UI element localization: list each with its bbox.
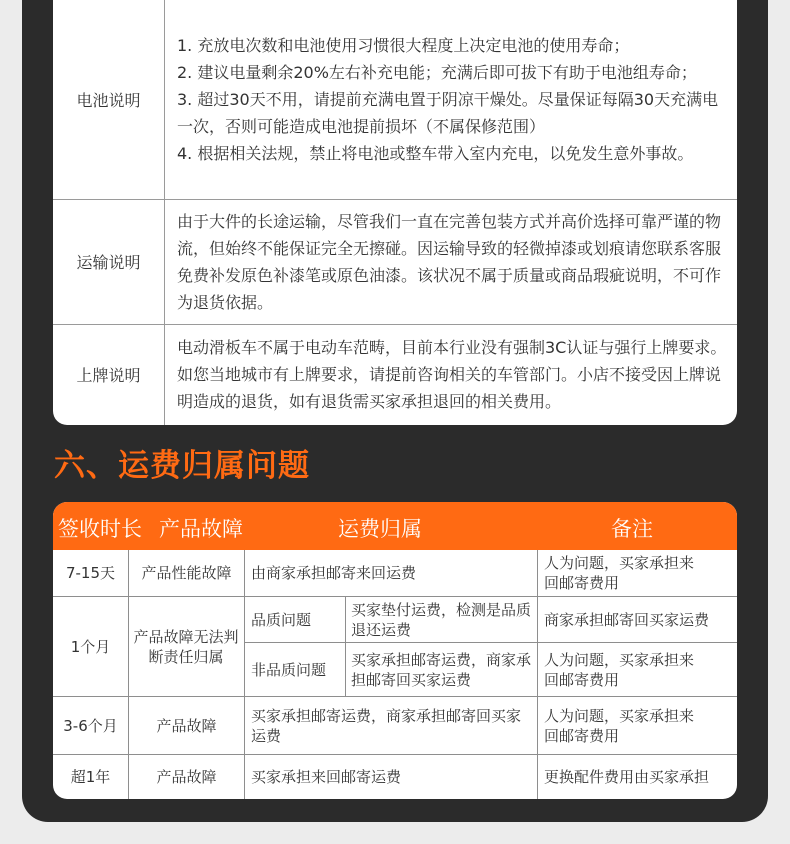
header-note: 备注 bbox=[611, 517, 653, 541]
row-label: 运输说明 bbox=[53, 199, 165, 324]
paragraph: 4. 根据相关法规，禁止将电池或整车带入室内充电，以免发生意外事故。 bbox=[177, 143, 694, 163]
table-header bbox=[53, 502, 737, 550]
paragraph: 电动滑板车不属于电动车范畴，目前本行业没有强制3C认证与强行上牌要求。如您当地城市有上牌要求，请提前咨询相关的车管部门。小店不接受因上牌说明造成的退货，如有退货需买家承担退回的相关费用。 bbox=[177, 338, 727, 412]
cell-shipping: 买家承担邮寄运费，商家承担邮寄回买家运费 bbox=[351, 650, 532, 689]
header-time: 签收时长 bbox=[58, 517, 142, 541]
row-label: 上牌说明 bbox=[53, 324, 165, 425]
shipping-table bbox=[53, 502, 737, 799]
table-row bbox=[53, 324, 737, 425]
cell-note: 人为问题，买家承担来回邮寄费用 bbox=[544, 554, 695, 592]
cell-time: 超1年 bbox=[70, 768, 111, 786]
info-card bbox=[53, 0, 737, 425]
cell-fault: 产品性能故障 bbox=[141, 564, 232, 582]
cell-shipping: 买家承担来回邮寄运费 bbox=[251, 768, 402, 786]
row-label: 电池说明 bbox=[53, 0, 165, 199]
cell-type: 非品质问题 bbox=[251, 660, 327, 679]
section-title: 六、运费归属问题 bbox=[54, 448, 310, 484]
cell-type: 品质问题 bbox=[251, 610, 312, 629]
cell-fault: 产品故障无法判断责任归属 bbox=[133, 627, 239, 666]
header-fault: 产品故障 bbox=[159, 517, 243, 541]
paragraph: 2. 建议电量剩余20%左右补充电能；充满后即可拔下有助于电池组寿命； bbox=[177, 62, 697, 82]
table-row bbox=[53, 199, 737, 324]
cell-shipping: 由商家承担邮寄来回运费 bbox=[251, 564, 417, 582]
cell-note: 人为问题，买家承担来回邮寄费用 bbox=[544, 650, 695, 689]
table-row bbox=[53, 0, 737, 199]
cell-note: 人为问题，买家承担来回邮寄费用 bbox=[544, 706, 695, 745]
cell-fault: 产品故障 bbox=[156, 716, 217, 735]
info-table bbox=[53, 0, 737, 425]
row-content bbox=[165, 0, 738, 199]
row-content bbox=[165, 199, 738, 324]
cell-note: 更换配件费用由买家承担 bbox=[544, 768, 710, 786]
cell-time: 7-15天 bbox=[65, 564, 116, 582]
cell-shipping: 买家垫付运费，检测是品质退还运费 bbox=[351, 600, 532, 639]
paragraph: 1. 充放电次数和电池使用习惯很大程度上决定电池的使用寿命； bbox=[177, 35, 630, 55]
paragraph: 3. 超过30天不用，请提前充满电置于阴凉干燥处。尽量保证每隔30天充满电一次，否则可能造成电池提前损坏（不属保修范围） bbox=[177, 89, 719, 136]
cell-shipping: 买家承担邮寄运费，商家承担邮寄回买家运费 bbox=[251, 706, 522, 745]
table-body bbox=[53, 550, 737, 799]
cell-fault: 产品故障 bbox=[156, 768, 217, 786]
paragraph: 由于大件的长途运输，尽管我们一直在完善包装方式并高价选择可靠严谨的物流，但始终不能保证完全无擦碰。因运输导致的轻微掉漆或划痕请您联系客服免费补发原色补漆笔或原色油漆。该状况不属于质量或商品瑕疵说明，不可作为退货依据。 bbox=[177, 211, 722, 312]
row-content bbox=[165, 324, 738, 425]
cell-note: 商家承担邮寄回买家运费 bbox=[544, 610, 710, 629]
cell-time: 3-6个月 bbox=[63, 716, 118, 735]
cell-time: 1个月 bbox=[70, 637, 111, 656]
header-shipping: 运费归属 bbox=[338, 517, 422, 541]
